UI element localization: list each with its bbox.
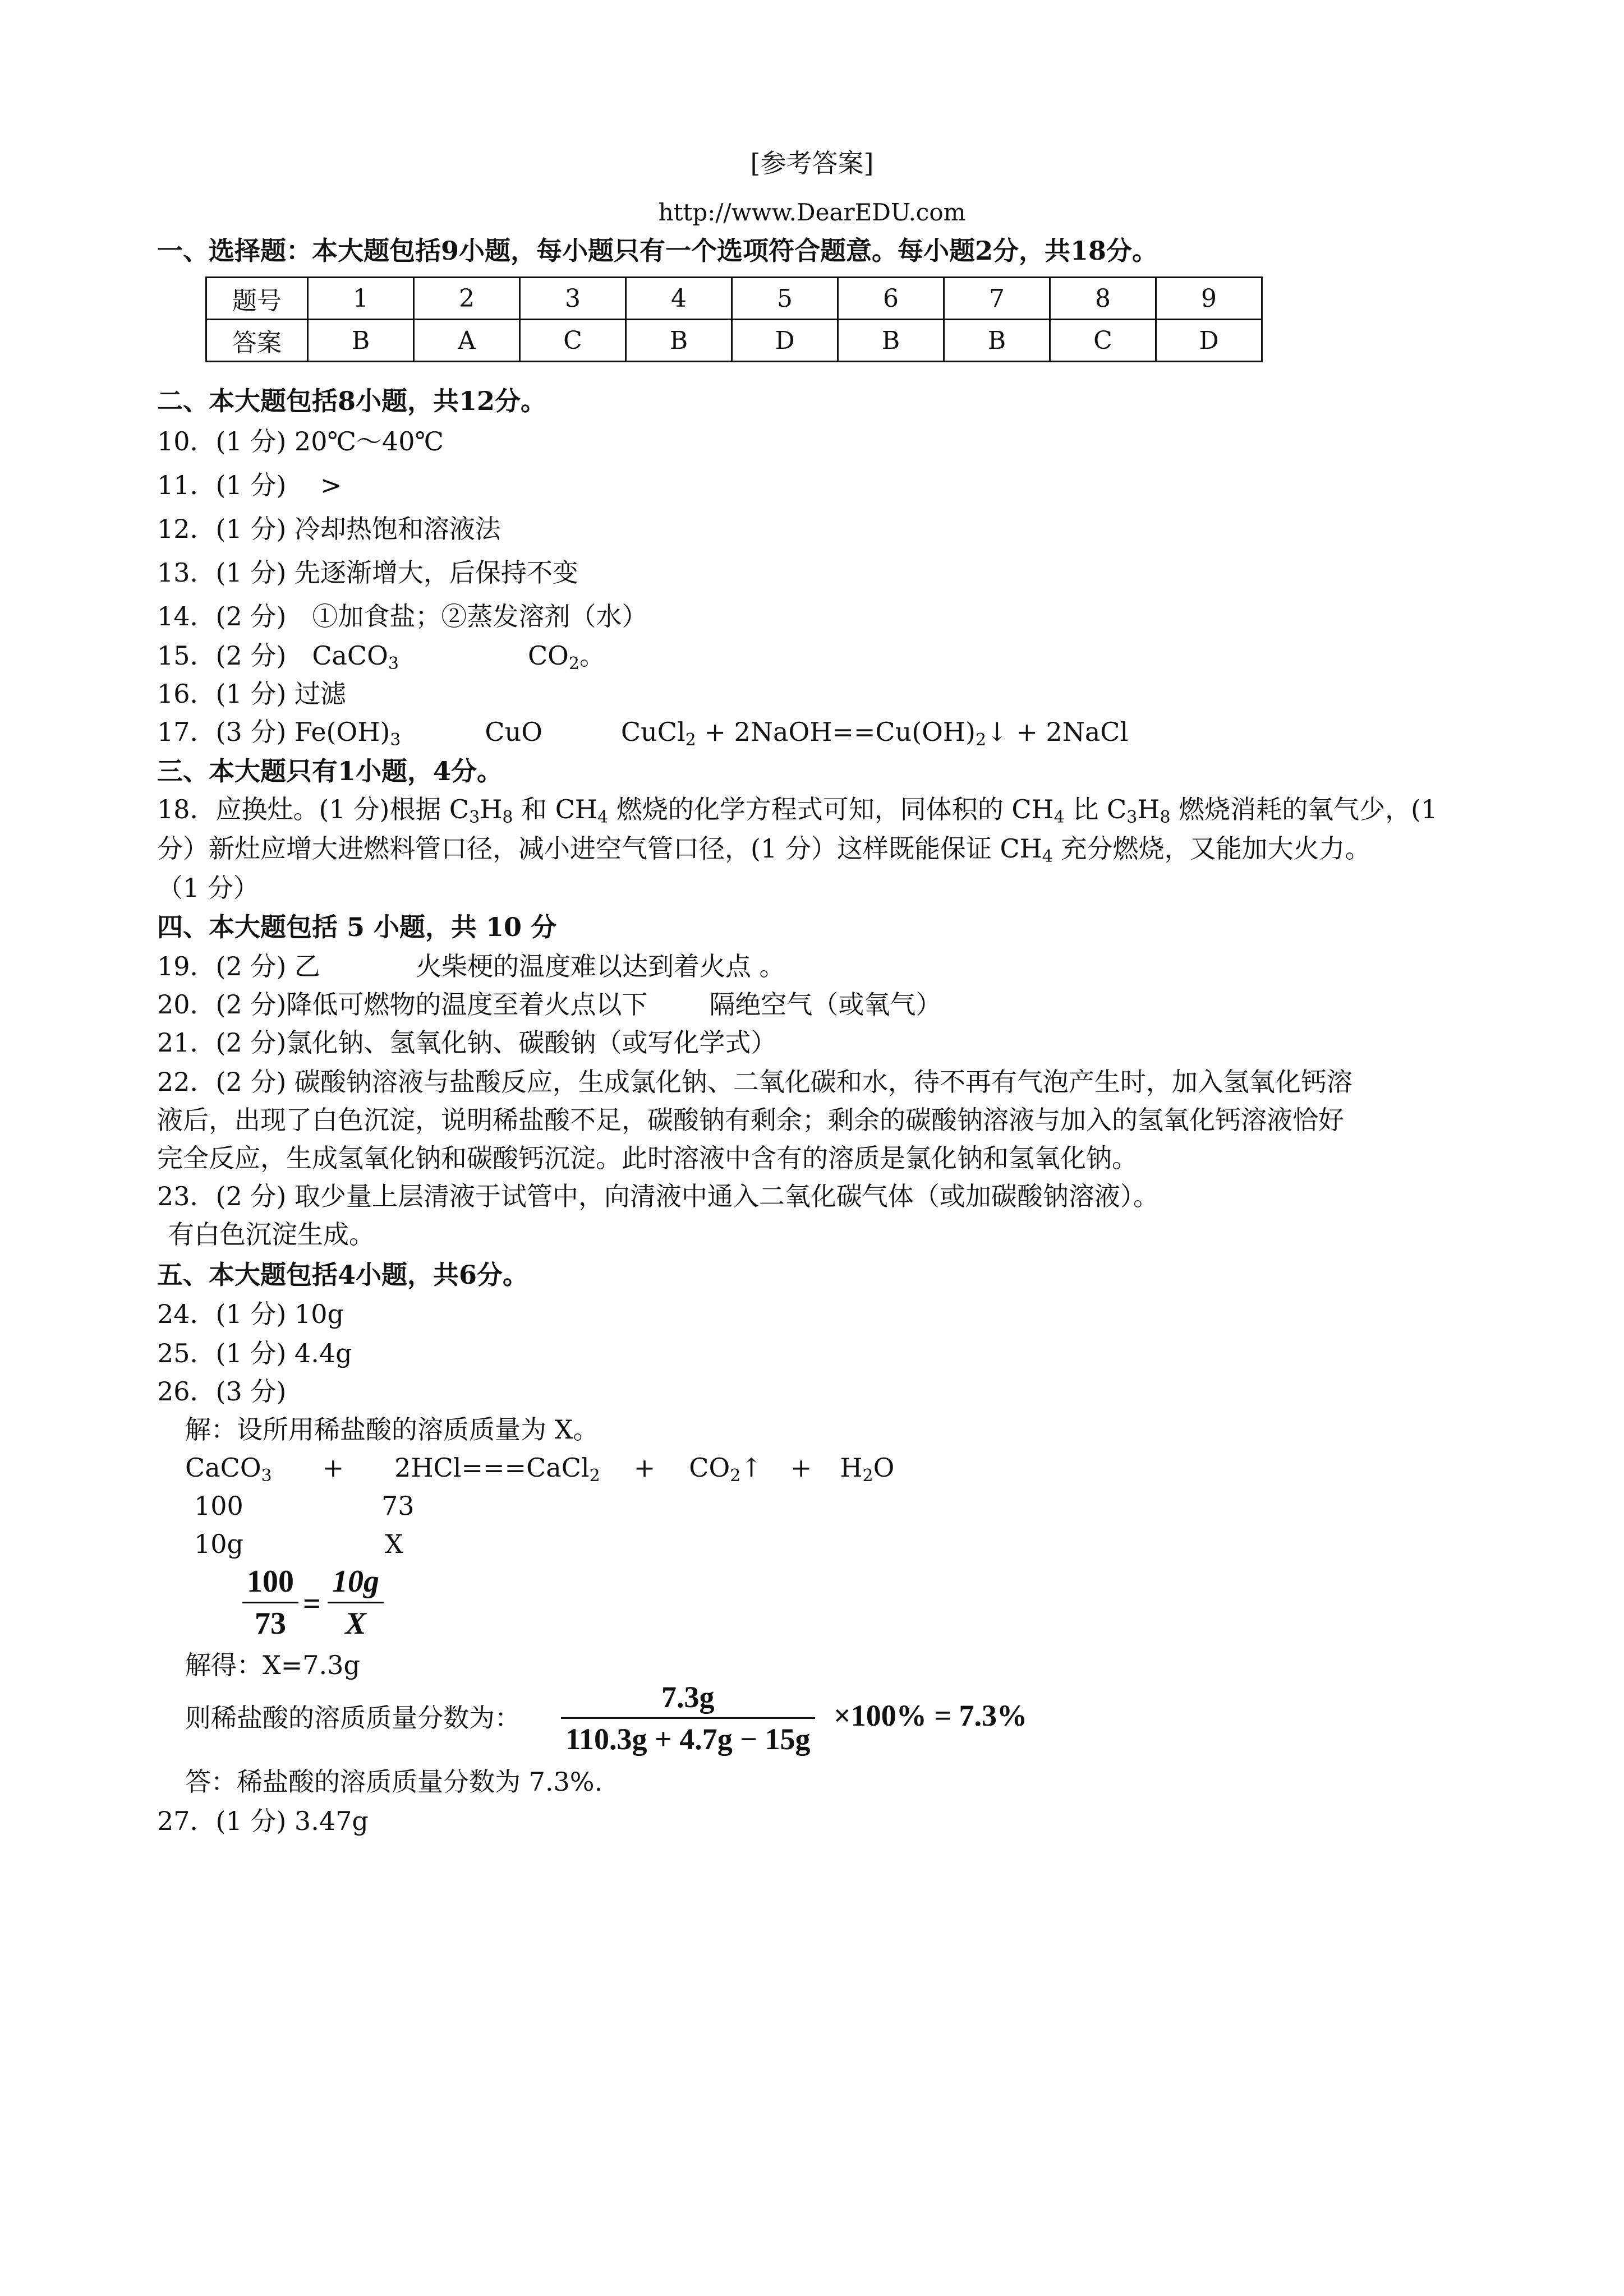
table-cell: C: [520, 320, 626, 362]
ratio-fraction-right: 10g X: [328, 1561, 384, 1644]
mass-fraction-result: ×100% = 7.3%: [834, 1699, 1028, 1732]
section3-heading: 三、本大题只有1小题，4分。: [157, 756, 503, 786]
section2-heading: 二、本大题包括8小题，共12分。: [157, 386, 547, 416]
answer-22-line1: 22．(2 分) 碳酸钠溶液与盐酸反应，生成氯化钠、二氧化碳和水，待不再有气泡产生时，加入氢氧化钙溶: [157, 1067, 1352, 1097]
answer-26: 26．(3 分): [157, 1376, 287, 1407]
table-cell: 9: [1156, 278, 1262, 320]
table-cell: D: [1156, 320, 1262, 362]
answer-18-line1: 18．应换灶。(1 分)根据 $C_3H_8$ 和 $CH_4$ 燃烧的化学方程式可知，同体积的 $CH_4$ 比 $C_3H_8$ 燃烧消耗的氧气少，(1: [157, 794, 1438, 827]
answer-16: 16．(1 分) 过滤: [157, 679, 346, 709]
answer-15: 15．(2 分) CaCO$_3$ $CO_2$。: [157, 640, 605, 674]
answer-19: 19．(2 分) 乙 火柴梗的温度难以达到着火点 。: [157, 951, 785, 981]
table-cell: 4: [626, 278, 732, 320]
section5-heading: 五、本大题包括4小题，共6分。: [157, 1260, 529, 1290]
row-label-number: 题号: [206, 278, 308, 320]
table-cell: D: [732, 320, 838, 362]
answer-18-line3: （1 分）: [157, 873, 259, 903]
section1-heading: 一、选择题：本大题包括9小题，每小题只有一个选项符合题意。每小题2分，共18分。: [157, 236, 1158, 266]
answer-21: 21．(2 分)氯化钠、氢氧化钠、碳酸钠（或写化学式）: [157, 1027, 777, 1058]
molar-mass-caco3: 100: [194, 1491, 243, 1521]
table-row-numbers: [206, 278, 1262, 320]
answer-12: 12．(1 分) 冷却热饱和溶液法: [157, 514, 501, 544]
chemical-equation: CaCO$_3$ + 2HCl===CaCl$_2$ + $CO_2↑ + H_2O$: [185, 1453, 895, 1486]
solution-setup: 解：设所用稀盐酸的溶质质量为 X。: [185, 1414, 599, 1445]
mass-hcl: X: [385, 1529, 403, 1559]
answer-24: 24．(1 分) 10g: [157, 1299, 344, 1329]
answer-13: 13．(1 分) 先逐渐增大，后保持不变: [157, 557, 578, 588]
section4-heading: 四、本大题包括 5 小题，共 10 分: [157, 912, 557, 942]
table-cell: 2: [414, 278, 520, 320]
table-row-answers: [206, 320, 1262, 362]
answer-23-line2: 有白色沉淀生成。: [168, 1219, 375, 1250]
solution-result: 解得：X=7.3g: [185, 1650, 360, 1680]
table-cell: 1: [308, 278, 414, 320]
answer-10: 10．(1 分) 20℃～40℃: [157, 426, 444, 457]
mass-fraction-label: 则稀盐酸的溶质质量分数为：: [185, 1703, 521, 1733]
table-cell: 7: [944, 278, 1050, 320]
table-cell: B: [944, 320, 1050, 362]
molar-mass-hcl: 73: [381, 1491, 415, 1521]
final-answer: 答：稀盐酸的溶质质量分数为 7.3%.: [185, 1767, 603, 1797]
table-cell: A: [414, 320, 520, 362]
table-cell: 3: [520, 278, 626, 320]
mass-caco3: 10g: [194, 1529, 243, 1559]
answer-25: 25．(1 分) 4.4g: [157, 1338, 352, 1368]
answer-table: [205, 276, 1263, 362]
source-url: http://www.DearEDU.com: [658, 199, 966, 226]
row-label-answer: 答案: [206, 320, 308, 362]
answer-14: 14．(2 分) ①加食盐；②蒸发溶剂（水）: [157, 601, 648, 631]
answer-27: 27．(1 分) 3.47g: [157, 1806, 369, 1836]
table-cell: 6: [838, 278, 944, 320]
page-title: [参考答案]: [750, 148, 874, 178]
answer-23-line1: 23．(2 分) 取少量上层清液于试管中，向清液中通入二氧化碳气体（或加碳酸钠溶液）。: [157, 1181, 1159, 1211]
table-cell: 8: [1050, 278, 1156, 320]
answer-20: 20．(2 分)降低可燃物的温度至着火点以下 隔绝空气（或氧气）: [157, 989, 942, 1020]
answer-22-line2: 液后，出现了白色沉淀，说明稀盐酸不足，碳酸钠有剩余；剩余的碳酸钠溶液与加入的氢氧化钙溶液恰好: [157, 1105, 1344, 1135]
answer-17: 17．(3 分) $Fe(OH)_3$ CuO CuCl$_2$ + $2NaOH==Cu(OH)_2↓$ + 2NaCl: [157, 717, 1129, 750]
mass-fraction-fraction: 7.3g 110.3g + 4.7g − 15g: [561, 1677, 815, 1759]
table-cell: 5: [732, 278, 838, 320]
table-cell: C: [1050, 320, 1156, 362]
answer-22-line3: 完全反应，生成氢氧化钠和碳酸钙沉淀。此时溶液中含有的溶质是氯化钠和氢氧化钠。: [157, 1143, 1138, 1173]
answer-18-line2: 分）新灶应增大进燃料管口径，减小进空气管口径，(1 分）这样既能保证 $CH_4$ 充分燃烧，又能加大火力。: [157, 833, 1371, 866]
ratio-fraction-left: 100 73: [242, 1561, 298, 1644]
table-cell: B: [308, 320, 414, 362]
ratio-equals: =: [303, 1587, 321, 1621]
answer-11: 11．(1 分) >: [157, 470, 342, 500]
table-cell: B: [626, 320, 732, 362]
table-cell: B: [838, 320, 944, 362]
